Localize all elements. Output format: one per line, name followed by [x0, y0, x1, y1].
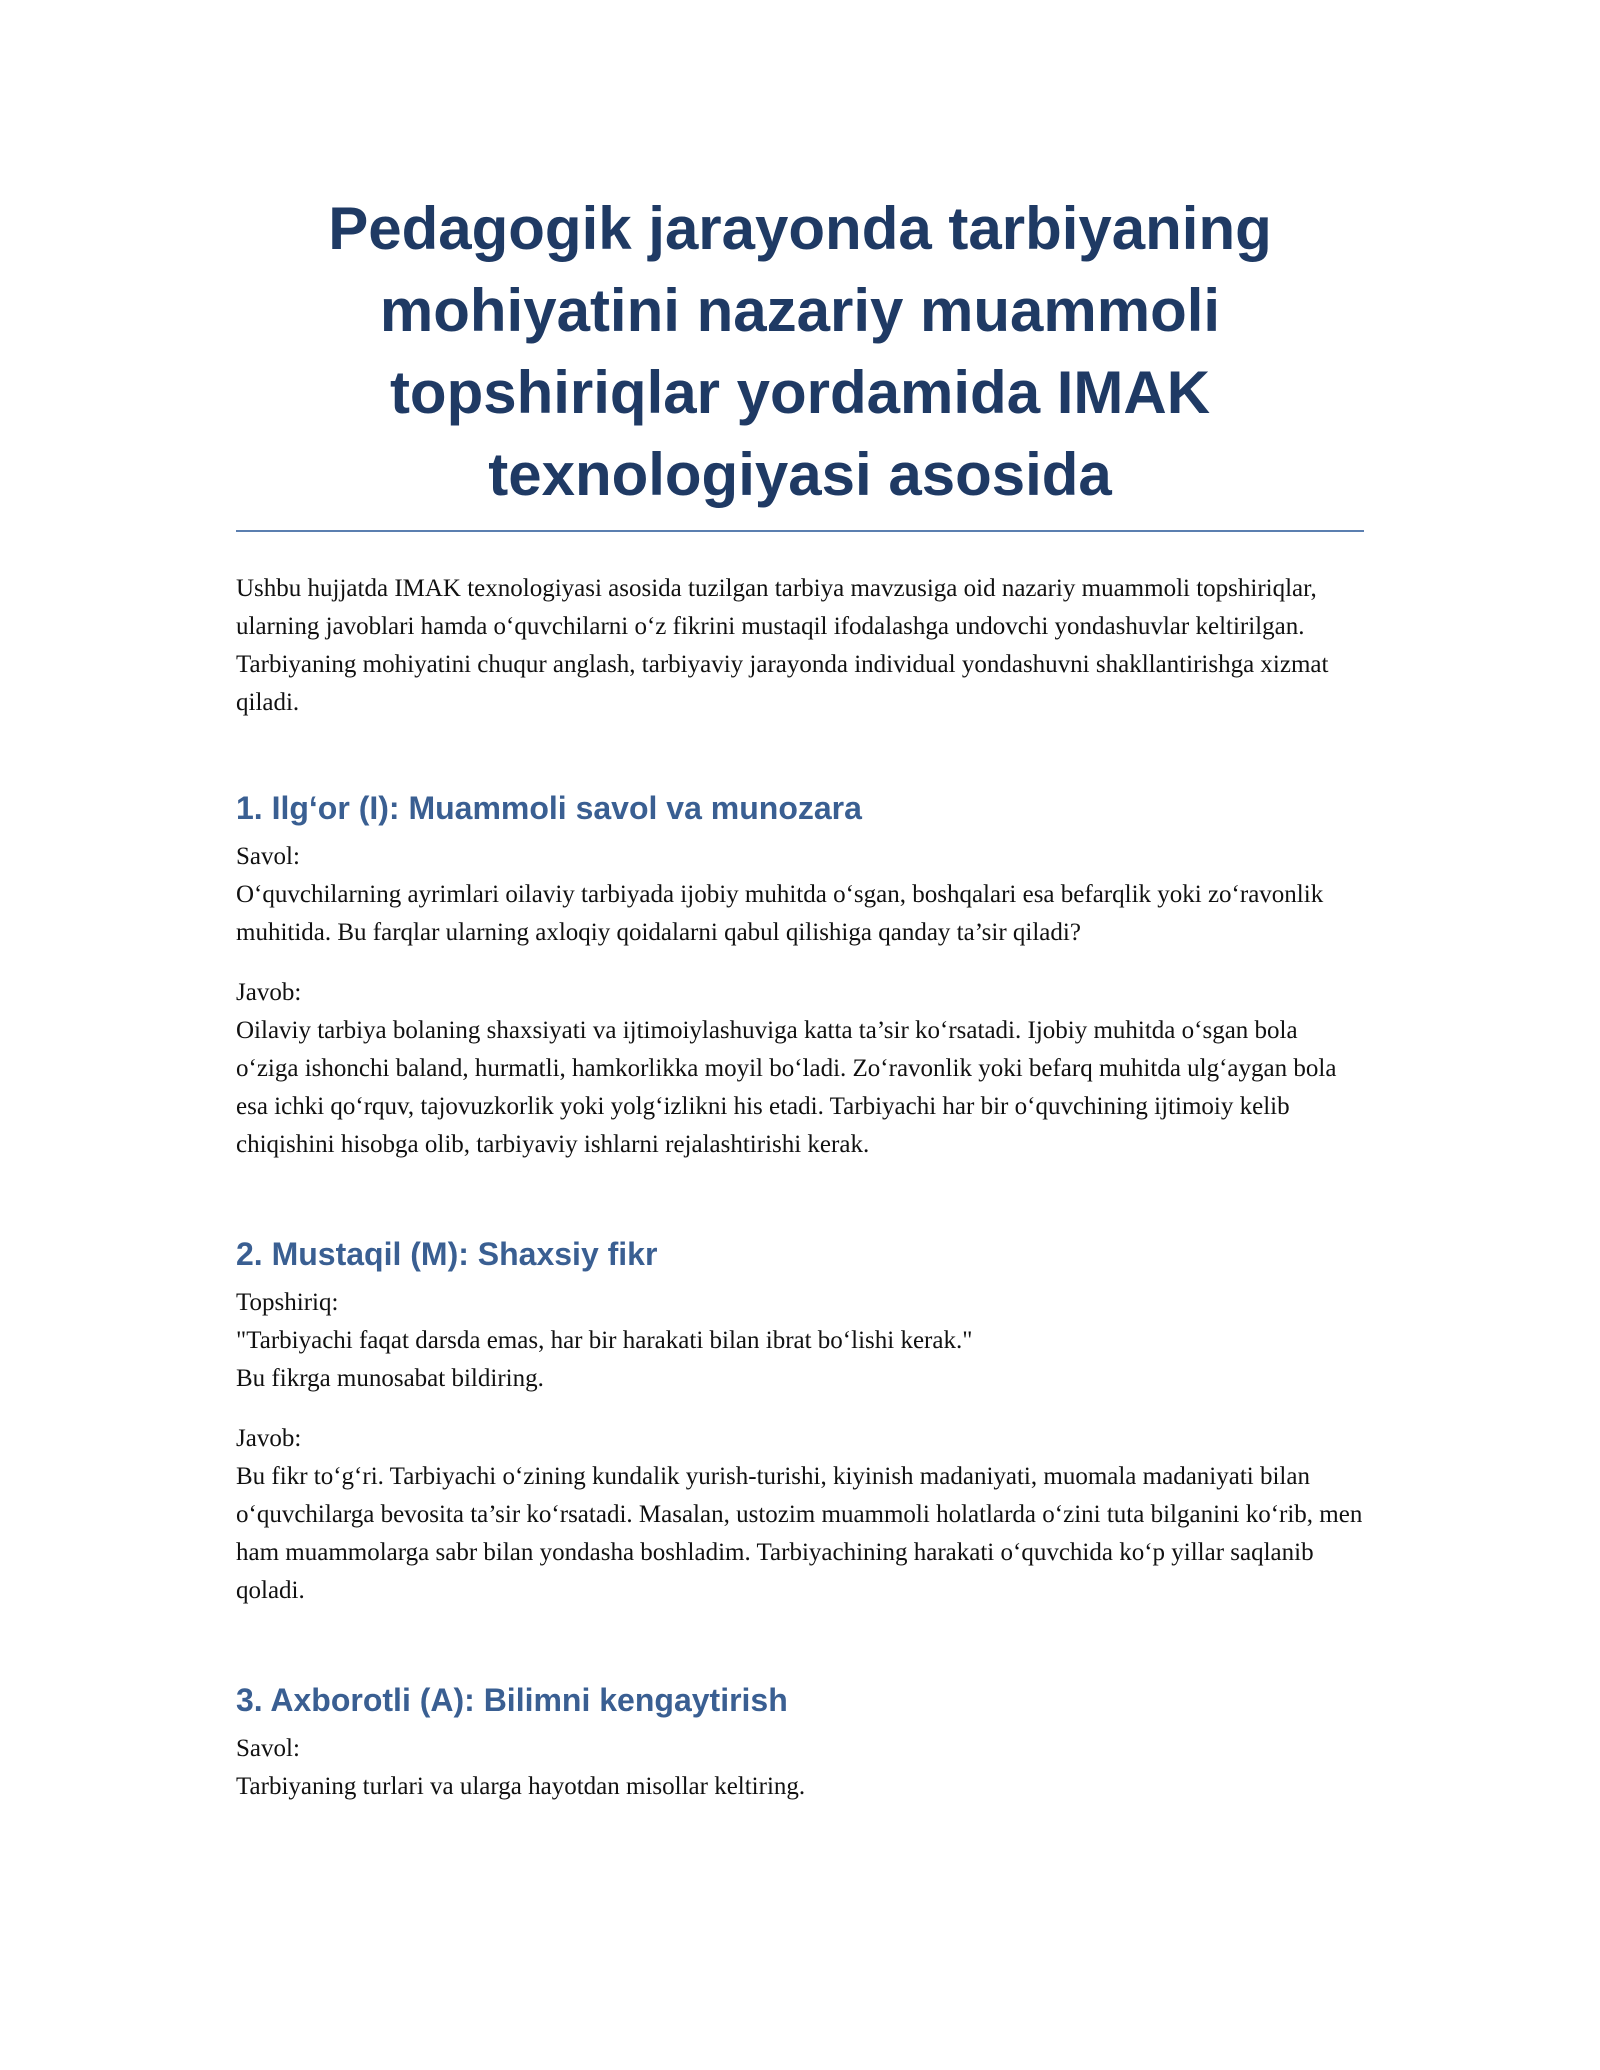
section-mustaqil [236, 1232, 1364, 1610]
question-block [236, 1730, 1364, 1806]
task-instruction: Bu fikrga munosabat bildiring. [236, 1365, 544, 1392]
section-heading: 1. Ilg‘or (I): Muammoli savol va munozara [236, 790, 862, 826]
task-label: Topshiriq: [236, 1289, 339, 1316]
document-title: Pedagogik jarayonda tarbiyaning mohiyatini nazariy muammoli topshiriqlar yordamida IMAK texnologiyasi asosida [328, 195, 1272, 508]
section-ilgor [236, 786, 1364, 1164]
question-text: Tarbiyaning turlari va ularga hayotdan misollar keltiring. [236, 1773, 806, 1800]
question-text: O‘quvchilarning ayrimlari oilaviy tarbiyada ijobiy muhitda o‘sgan, boshqalari esa befarqlik yoki zo‘ravonlik muhitida. Bu farqlar ularning axloqiy qoidalarni qabul qilishiga qanday ta’sir qiladi? [236, 881, 1324, 946]
title-divider [236, 530, 1364, 532]
section-heading: 3. Axborotli (A): Bilimni kengaytirish [236, 1682, 788, 1718]
question-block [236, 838, 1364, 952]
answer-block [236, 974, 1364, 1164]
section-axborotli [236, 1678, 1364, 1806]
task-block [236, 1284, 1364, 1398]
intro-paragraph: Ushbu hujjatda IMAK texnologiyasi asosida tuzilgan tarbiya mavzusiga oid nazariy muammoli topshiriqlar, ularning javoblari hamda o‘quvchilarni o‘z fikrini mustaqil ifodalashga undovchi yondashuvlar keltirilgan. Tarbiyaning mohiyatini chuqur anglash, tarbiyaviy jarayonda individual yondashuvni shakllantirishga xizmat qiladi. [236, 575, 1329, 716]
answer-block [236, 1420, 1364, 1610]
answer-text: Oilaviy tarbiya bolaning shaxsiyati va ijtimoiylashuviga katta ta’sir ko‘rsatadi. Ijobiy muhitda o‘sgan bola o‘ziga ishonchi baland, hurmatli, hamkorlikka moyil bo‘ladi. Zo‘ravonlik yoki befarq muhitda ulg‘aygan bola esa ichki qo‘rquv, tajovuzkorlik yoki yolg‘izlikni his etadi. Tarbiyachi har bir o‘quvchining ijtimoiy kelib chiqishini hisobga olib, tarbiyaviy ishlarni rejalashtirishi kerak. [236, 1017, 1337, 1158]
question-label: Savol: [236, 1735, 300, 1762]
task-quote: "Tarbiyachi faqat darsda emas, har bir harakati bilan ibrat bo‘lishi kerak." [236, 1327, 973, 1354]
question-label: Savol: [236, 843, 300, 870]
answer-label: Javob: [236, 1425, 302, 1452]
document-page [236, 188, 1364, 1828]
section-heading: 2. Mustaqil (M): Shaxsiy fikr [236, 1236, 658, 1272]
answer-label: Javob: [236, 979, 302, 1006]
answer-text: Bu fikr to‘g‘ri. Tarbiyachi o‘zining kundalik yurish-turishi, kiyinish madaniyati, muomala madaniyati bilan o‘quvchilarga bevosita ta’sir ko‘rsatadi. Masalan, ustozim muammoli holatlarda o‘zini tuta bilganini ko‘rib, men ham muammolarga sabr bilan yondasha boshladim. Tarbiyachining harakati o‘quvchida ko‘p yillar saqlanib qoladi. [236, 1463, 1363, 1604]
